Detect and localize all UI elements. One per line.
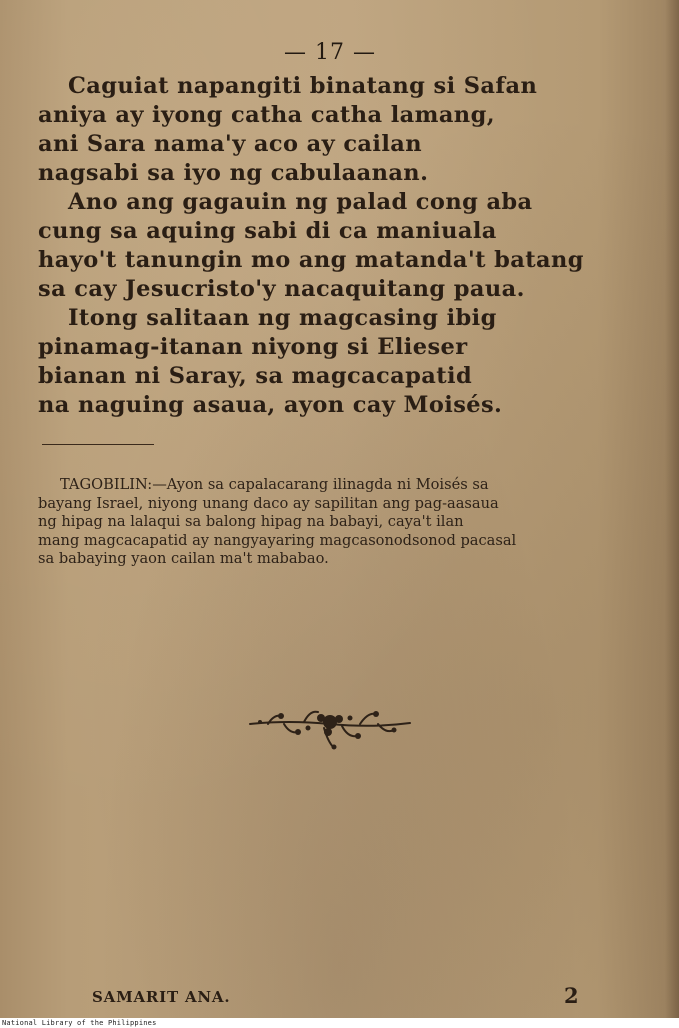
footnote-divider [42, 444, 154, 445]
poem-line: Itong salitaan ng magcasing ibig [68, 305, 497, 331]
footnote-line: bayang Israel, niyong unang daco ay sapilitan ang pag-aasaua [38, 494, 499, 512]
footnote-text [38, 476, 613, 569]
footnote-line: sa babaying yaon cailan ma't mababao. [38, 550, 329, 567]
signature-mark: 2 [564, 983, 579, 1008]
page-number: — 17 — [284, 40, 376, 65]
poem-line: ani Sara nama'y aco ay cailan [38, 131, 423, 157]
poem-line: sa cay Jesucristo'y nacaquitang paua. [38, 276, 525, 302]
poem-line: cung sa aquing sabi di ca maniuala [38, 218, 497, 244]
poem-line: Ano ang gagauin ng palad cong aba [68, 189, 533, 215]
poem-line: hayo't tanungin mo ang matanda't batang [38, 247, 584, 273]
floral-vignette-icon [248, 702, 412, 752]
page-edge-shadow [665, 0, 679, 1018]
footnote-line: ng hipag na lalaqui sa balong hipag na babayi, caya't ilan [38, 513, 464, 530]
poem-line: nagsabi sa iyo ng cabulaanan. [38, 160, 429, 186]
poem-line: pinamag-itanan niyong si Elieser [38, 334, 468, 360]
poem-line: aniya ay iyong catha catha lamang, [38, 102, 495, 128]
poem-line: Caguiat napangiti binatang si Safan [68, 73, 538, 99]
poem-line: na naguing asaua, ayon cay Moisés. [38, 392, 503, 418]
book-title-footer: SAMARIT ANA. [92, 988, 231, 1006]
poem-text [38, 72, 638, 420]
poem-line: bianan ni Saray, sa magcacapatid [38, 363, 473, 389]
footnote-line: TAGOBILIN:—Ayon sa capalacarang ilinagda ni Moisés sa [60, 476, 489, 493]
library-credit: National Library of the Philippines [2, 1019, 157, 1027]
footnote-line: mang magcacapatid ay nangyayaring magcasonodsonod pacasal [38, 531, 517, 549]
